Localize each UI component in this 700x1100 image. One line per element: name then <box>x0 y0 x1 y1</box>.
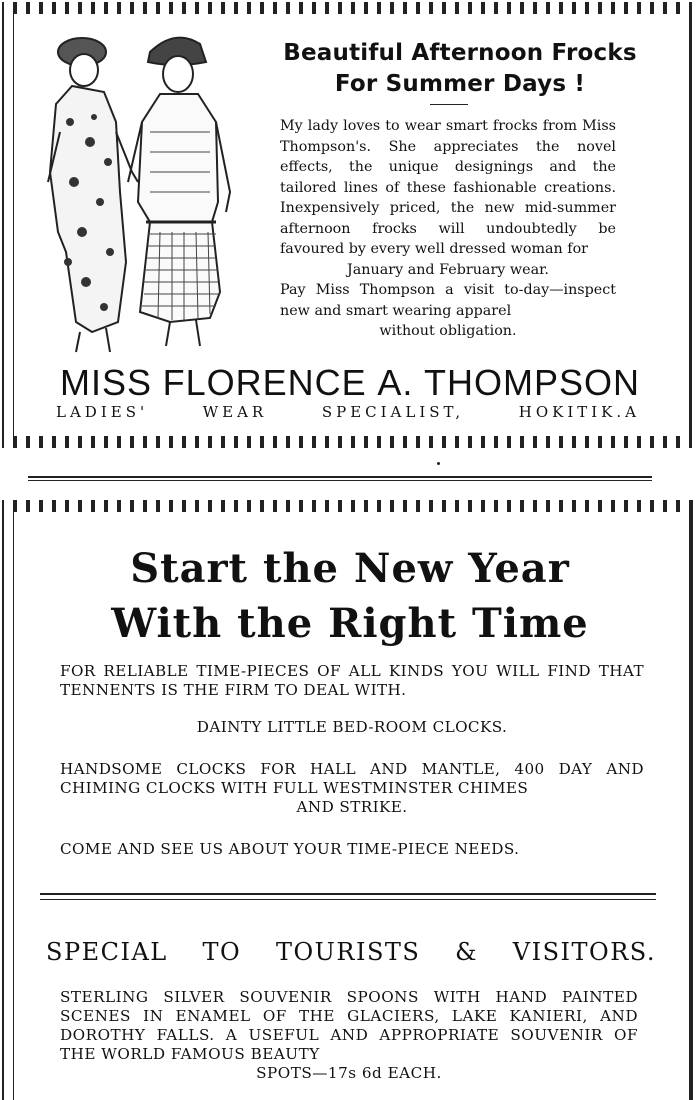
name-word: FLORENCE <box>162 362 367 403</box>
special-word: & <box>455 938 478 966</box>
name-word: MISS <box>60 362 153 403</box>
special-body <box>60 988 638 1083</box>
tag-word: WEAR <box>202 403 268 421</box>
special-word: SPECIAL <box>46 938 168 966</box>
column-rule-thin <box>28 480 652 481</box>
body-text-end: January and February wear. <box>347 261 549 278</box>
divider <box>430 104 468 105</box>
visit-text-end: without obligation. <box>379 323 517 339</box>
headline-line-2: For Summer Days ! <box>334 71 586 97</box>
section-rule <box>40 893 656 895</box>
special-body-end: SPOTS—17s 6d EACH. <box>256 1064 442 1082</box>
special-word: TO <box>202 938 242 966</box>
column-rule <box>28 476 652 478</box>
special-word: VISITORS. <box>512 938 656 966</box>
shop-name <box>60 362 640 404</box>
name-word: A. <box>377 362 414 403</box>
ad1-body <box>280 116 616 342</box>
special-word: TOURISTS <box>275 938 421 966</box>
tag-word: HOKITIK.A <box>518 403 640 421</box>
ad2-para-bedroom: DAINTY LITTLE BED-ROOM CLOCKS. <box>196 718 508 736</box>
tag-word: SPECIALIST, <box>321 403 465 421</box>
ad2-headline-2: With the Right Time <box>111 600 589 647</box>
visit-text: Pay Miss Thompson a visit to-day—inspect new and smart wearing apparel <box>280 282 616 319</box>
ad2-para-handsome: HANDSOME CLOCKS FOR HALL AND MANTLE, 400 DAY AND CHIMING CLOCKS WITH FULL WESTMINSTER CHIMES <box>60 760 644 797</box>
special-body-text: STERLING SILVER SOUVENIR SPOONS WITH HAND PAINTED SCENES IN ENAMEL OF THE GLACIERS, LAKE KANIERI, AND DOROTHY FALLS. A USEFUL AND APPROPRIATE SOUVENIR OF THE WORLD FAMOUS BEAUTY <box>60 988 638 1063</box>
two-women-in-frocks-illustration <box>20 22 265 360</box>
name-word: THOMPSON <box>423 362 640 403</box>
special-heading <box>46 938 656 966</box>
print-speck <box>437 462 440 465</box>
headline-line-1: Beautiful Afternoon Frocks <box>283 40 637 66</box>
ad1-headline <box>270 38 650 100</box>
ad2-para-reliable: FOR RELIABLE TIME-PIECES OF ALL KINDS YOU WILL FIND THAT TENNENTS IS THE FIRM TO DEAL WITH. <box>60 662 644 699</box>
body-text: My lady loves to wear smart frocks from Miss Thompson's. She appreciates the novel effects, the unique designings and the tailored lines of these fashionable creations. Inexpensively priced, the new mid-summer afternoon frocks will undoubtedly be favoured by every well dressed woman for <box>280 118 616 257</box>
ad2-para-handsome-end: AND STRIKE. <box>296 798 408 816</box>
ad2-headline-1: Start the New Year <box>130 545 570 592</box>
tag-word: LADIES' <box>56 403 149 421</box>
ad2-para-come: COME AND SEE US ABOUT YOUR TIME-PIECE NEEDS. <box>60 840 520 858</box>
shop-tagline <box>56 403 640 421</box>
section-rule-thin <box>40 899 656 900</box>
